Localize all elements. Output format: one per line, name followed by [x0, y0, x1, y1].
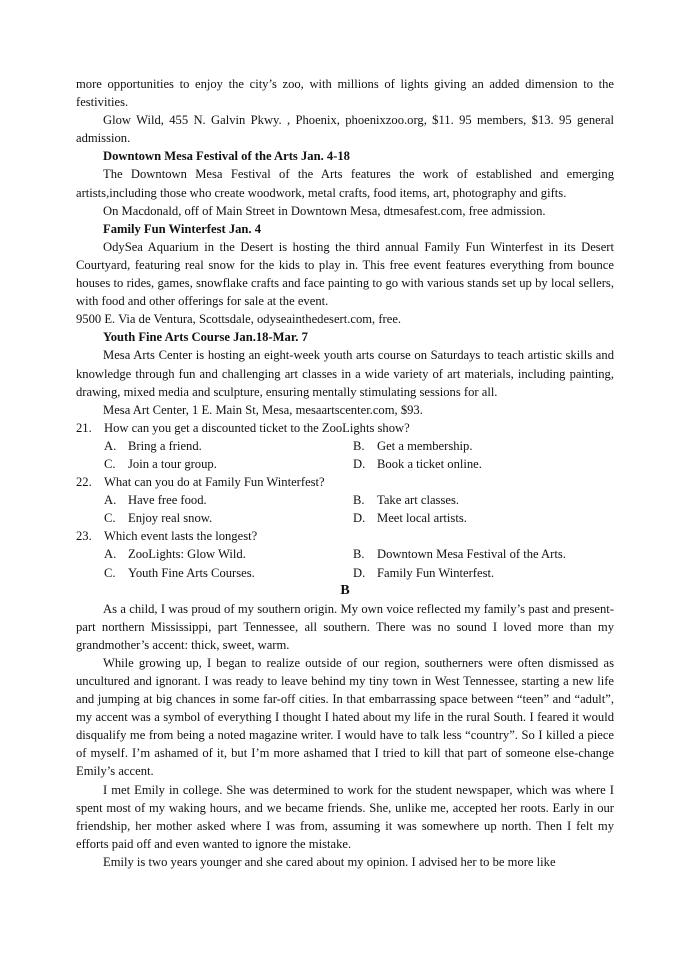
question-text: Which event lasts the longest?	[104, 529, 258, 544]
option-b: B. Take art classes.	[353, 493, 459, 508]
option-a: A. Bring a friend.	[104, 438, 202, 453]
passage-b-paragraph-3: I met Emily in college. She was determined to work for the student newspaper, which was where I spent most of my waking hours, and we became friends. She, unlike me, accepted her roots. Early in our friendship, her mother asked where I was from, assuming it was somewhere up north. Then I felt my efforts paid off and even wanted to ignore the mistake.	[76, 782, 614, 851]
question-number: 21.	[76, 420, 92, 435]
passage-b-paragraph-1: As a child, I was proud of my southern origin. My own voice reflected my family’s past and present-part northern Mississippi, part Tennessee, all southern. There was no sound I loved more than my grandmother’s accent: thick, sweet, warm.	[76, 601, 614, 652]
question-number: 23.	[76, 529, 92, 544]
question-22	[76, 473, 614, 527]
youth-arts-title: Youth Fine Arts Course Jan.18-Mar. 7	[103, 330, 308, 345]
document-page	[76, 75, 614, 871]
youth-arts-paragraph: Mesa Arts Center is hosting an eight-week youth arts course on Saturdays to teach artistic skills and knowledge through fun and challenging art classes in a wide variety of art materials, including painting, drawing, mixed media and sculpture, ensuring mentally stimulating sessions for all.	[76, 348, 614, 399]
question-number: 22.	[76, 475, 92, 490]
option-d: D. Family Fun Winterfest.	[353, 565, 495, 580]
question-21	[76, 419, 614, 473]
option-a: A. ZooLights: Glow Wild.	[104, 547, 246, 562]
option-d: D. Meet local artists.	[353, 511, 467, 526]
youth-arts-address: Mesa Art Center, 1 E. Main St, Mesa, mesaartscenter.com, $93.	[103, 402, 423, 417]
question-text: What can you do at Family Fun Winterfest?	[104, 475, 325, 490]
option-d: D. Book a ticket online.	[353, 456, 482, 471]
winterfest-title: Family Fun Winterfest Jan. 4	[103, 221, 262, 236]
option-c: C. Enjoy real snow.	[104, 511, 213, 526]
option-c: C. Join a tour group.	[104, 456, 217, 471]
winterfest-paragraph: OdySea Aquarium in the Desert is hosting the third annual Family Fun Winterfest in its Desert Courtyard, featuring real snow for the kids to play in. This free event features everything from bounce houses to rides, games, snowflake crafts and face painting to go with various stands set up by local sellers, with food and other offerings for sale at the event.	[76, 239, 614, 309]
mesa-festival-title: Downtown Mesa Festival of the Arts Jan. 4-18	[103, 149, 350, 164]
passage-b-paragraph-4: Emily is two years younger and she cared about my opinion. I advised her to be more like	[103, 854, 556, 869]
mesa-festival-paragraph: The Downtown Mesa Festival of the Arts features the work of established and emerging artists,including those who create woodwork, metal crafts, food items, art, photography and gifts.	[76, 167, 614, 200]
option-b: B. Get a membership.	[353, 438, 473, 453]
question-text: How can you get a discounted ticket to the ZooLights show?	[104, 420, 410, 435]
passage-b-paragraph-2: While growing up, I began to realize outside of our region, southerners were often dismissed as uncultured and ignorant. I was ready to leave behind my tiny town in West Tennessee, starting a new life and jumping at big chances in some far-off cities. In that embarrassing space between “teen” and “adult”, my accent was a symbol of everything I thought I hated about my life in the rural South. I feared it would disqualify me from being a noted magazine writer. I would have to talk less “country”. So I killed a piece of myself. I’m ashamed of it, but I’m more ashamed that I tried to kill that part of someone else-change Emily’s accent.	[76, 655, 614, 779]
winterfest-address: 9500 E. Via de Ventura, Scottsdale, odyseainthedesert.com, free.	[76, 312, 402, 327]
zoo-paragraph: more opportunities to enjoy the city’s zoo, with millions of lights giving an added dimension to the festivities.	[76, 77, 614, 110]
option-b: B. Downtown Mesa Festival of the Arts.	[353, 547, 566, 562]
mesa-festival-address: On Macdonald, off of Main Street in Downtown Mesa, dtmesafest.com, free admission.	[103, 203, 546, 218]
option-a: A. Have free food.	[104, 493, 207, 508]
question-23	[76, 527, 614, 581]
option-c: C. Youth Fine Arts Courses.	[104, 565, 255, 580]
zoo-address: Glow Wild, 455 N. Galvin Pkwy. , Phoenix, phoenixzoo.org, $11. 95 members, $13. 95 general admission.	[76, 113, 614, 146]
section-b-heading: B	[340, 582, 350, 598]
